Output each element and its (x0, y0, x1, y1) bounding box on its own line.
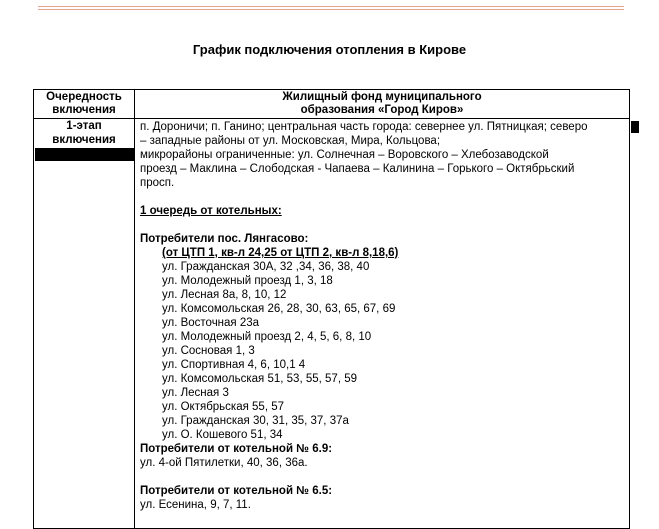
header-order-line-1: Очередность (46, 90, 122, 103)
address-list (140, 260, 627, 442)
redaction-mark (631, 121, 639, 133)
header-divider (34, 118, 629, 119)
intro-line: просп. (140, 177, 175, 189)
header-order-cell (34, 90, 134, 118)
address-boiler-6-9: ул. 4-ой Пятилетки, 40, 36, 36а. (140, 457, 308, 469)
intro-line: п. Дороничи; п. Ганино; центральная часть города: севернее ул. Пятницкая; северо (140, 121, 588, 133)
header-rule-top (38, 6, 624, 7)
address-item: ул. Комсомольская 26, 28, 30, 63, 65, 67, 69 (162, 303, 396, 315)
address-item: ул. Спортивная 4, 6, 10,1 4 (162, 359, 306, 371)
header-housing-cell (135, 90, 629, 118)
intro-line: – западные районы от ул. Московская, Мира, Кольцова; (140, 135, 441, 147)
group-heading-boiler-6-5: Потребители от котельной № 6.5: (140, 485, 333, 497)
stage-line-1: 1-этап (66, 120, 102, 132)
address-item: ул. Восточная 23а (162, 317, 260, 329)
address-item: ул. Гражданская 30А, 32 ,34, 36, 38, 40 (162, 261, 370, 273)
schedule-table (33, 89, 630, 529)
address-item: ул. Лесная 3 (162, 387, 229, 399)
header-housing-line-2: образования «Город Киров» (300, 104, 464, 116)
address-item: ул. Октябрьская 55, 57 (162, 401, 284, 413)
address-item: ул. О. Кошевого 51, 34 (162, 429, 283, 441)
address-item: ул. Комсомольская 51, 53, 55, 57, 59 (162, 373, 357, 385)
address-item: ул. Сосновая 1, 3 (162, 345, 255, 357)
address-item: ул. Лесная 8а, 8, 10, 12 (162, 289, 287, 301)
intro-line: проезд – Маклина – Слободская - Чапаева – Калинина – Горького – Октябрьский (140, 163, 575, 175)
address-item: ул. Молодежный проезд 1, 3, 18 (162, 275, 333, 287)
intro-line: микрорайоны ограниченные: ул. Солнечная – Воровского – Хлебозаводской (140, 149, 549, 161)
address-item: ул. Гражданская 30, 31, 35, 37, 37а (162, 415, 349, 427)
redaction-bar (35, 148, 134, 161)
page-title: График подключения отопления в Кирове (192, 42, 467, 57)
queue-heading: 1 очередь от котельных: (140, 205, 282, 217)
group-heading-lyangasovo: Потребители пос. Лянгасово: (140, 233, 309, 245)
header-housing-line-1: Жилищный фонд муниципального (282, 90, 482, 103)
column-divider (134, 90, 135, 528)
stage-cell (34, 120, 134, 147)
group-heading-boiler-6-9: Потребители от котельной № 6.9: (140, 443, 333, 455)
group-subheading-ctp: (от ЦТП 1, кв-л 24,25 от ЦТП 2, кв-л 8,18,6) (162, 247, 399, 259)
header-order-line-2: включения (52, 104, 116, 116)
header-rule-bottom (38, 9, 624, 10)
address-item: ул. Молодежный проезд 2, 4, 5, 6, 8, 10 (162, 331, 372, 343)
stage-line-2: включения (52, 133, 116, 146)
housing-content (140, 120, 627, 512)
address-boiler-6-5: ул. Есенина, 9, 7, 11. (140, 499, 251, 511)
